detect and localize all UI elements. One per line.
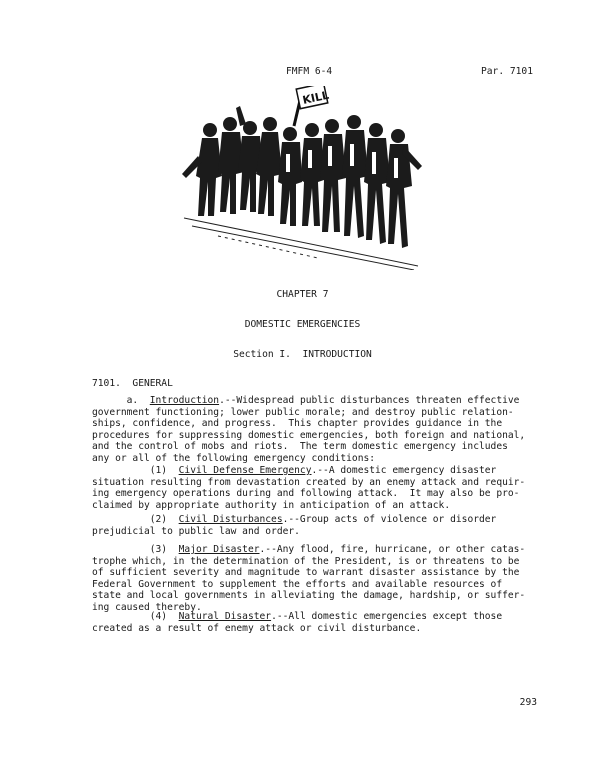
item-paragraph bbox=[92, 465, 552, 511]
item-paragraph bbox=[92, 544, 552, 614]
item-term: Major Disaster bbox=[178, 544, 260, 555]
page-number: 293 bbox=[519, 697, 537, 708]
protest-sign bbox=[294, 86, 330, 126]
item-prefix: (2) bbox=[92, 514, 179, 525]
general-heading: 7101. GENERAL bbox=[92, 378, 173, 389]
sign-text: KILL bbox=[301, 88, 331, 107]
intro-term: Introduction bbox=[149, 395, 220, 406]
item-text: .--Any flood, fire, hurricane, or other catas- trophe which, in the determination of the President, is or threatens to be of sufficient severity and magnitude to warrant disaster assistance by the Federal Government to supplement the efforts and available resources of state and local governments in alleviating the damage, hardship, or suffer- ing caused thereby. bbox=[92, 544, 526, 613]
section-heading: Section I. INTRODUCTION bbox=[233, 349, 372, 360]
item-term: Natural Disaster bbox=[178, 611, 272, 622]
item-text: .--A domestic emergency disaster situation resulting from devastation created by an enemy attack and requir- ing emergency operations during and following attack. It may also be pro- claimed by appropriate authority in anticipation of an attack. bbox=[92, 465, 526, 511]
header-paragraph-ref: Par. 7101 bbox=[481, 66, 533, 77]
intro-prefix: a. bbox=[92, 395, 150, 406]
item-prefix: (4) bbox=[92, 611, 179, 622]
intro-paragraph bbox=[92, 395, 552, 465]
item-text: .--All domestic emergencies except those created as a result of enemy attack or civil disturbance. bbox=[92, 611, 503, 634]
riot-illustration bbox=[178, 86, 426, 270]
item-prefix: (3) bbox=[92, 544, 179, 555]
header-doc-id: FMFM 6-4 bbox=[286, 66, 333, 77]
item-paragraph bbox=[92, 611, 552, 634]
crowd-figures bbox=[182, 106, 422, 248]
item-term: Civil Disturbances bbox=[178, 514, 283, 525]
chapter-title: DOMESTIC EMERGENCIES bbox=[244, 319, 361, 330]
item-prefix: (1) bbox=[92, 465, 179, 476]
item-paragraph bbox=[92, 514, 552, 537]
item-text: .--Group acts of violence or disorder prejudicial to public law and order. bbox=[92, 514, 497, 537]
chapter-heading: CHAPTER 7 bbox=[276, 289, 329, 300]
item-term: Civil Defense Emergency bbox=[178, 465, 312, 476]
intro-text: .--Widespread public disturbances threaten effective government functioning; lower public morale; and destroy public relation- ships, confidence, and progress. This chapter provides guidance in the procedures for suppressing domestic emergencies, both foreign and national, and the control of mobs and riots. The term domestic emergency includes any or all of the following emergency conditions: bbox=[92, 395, 526, 464]
